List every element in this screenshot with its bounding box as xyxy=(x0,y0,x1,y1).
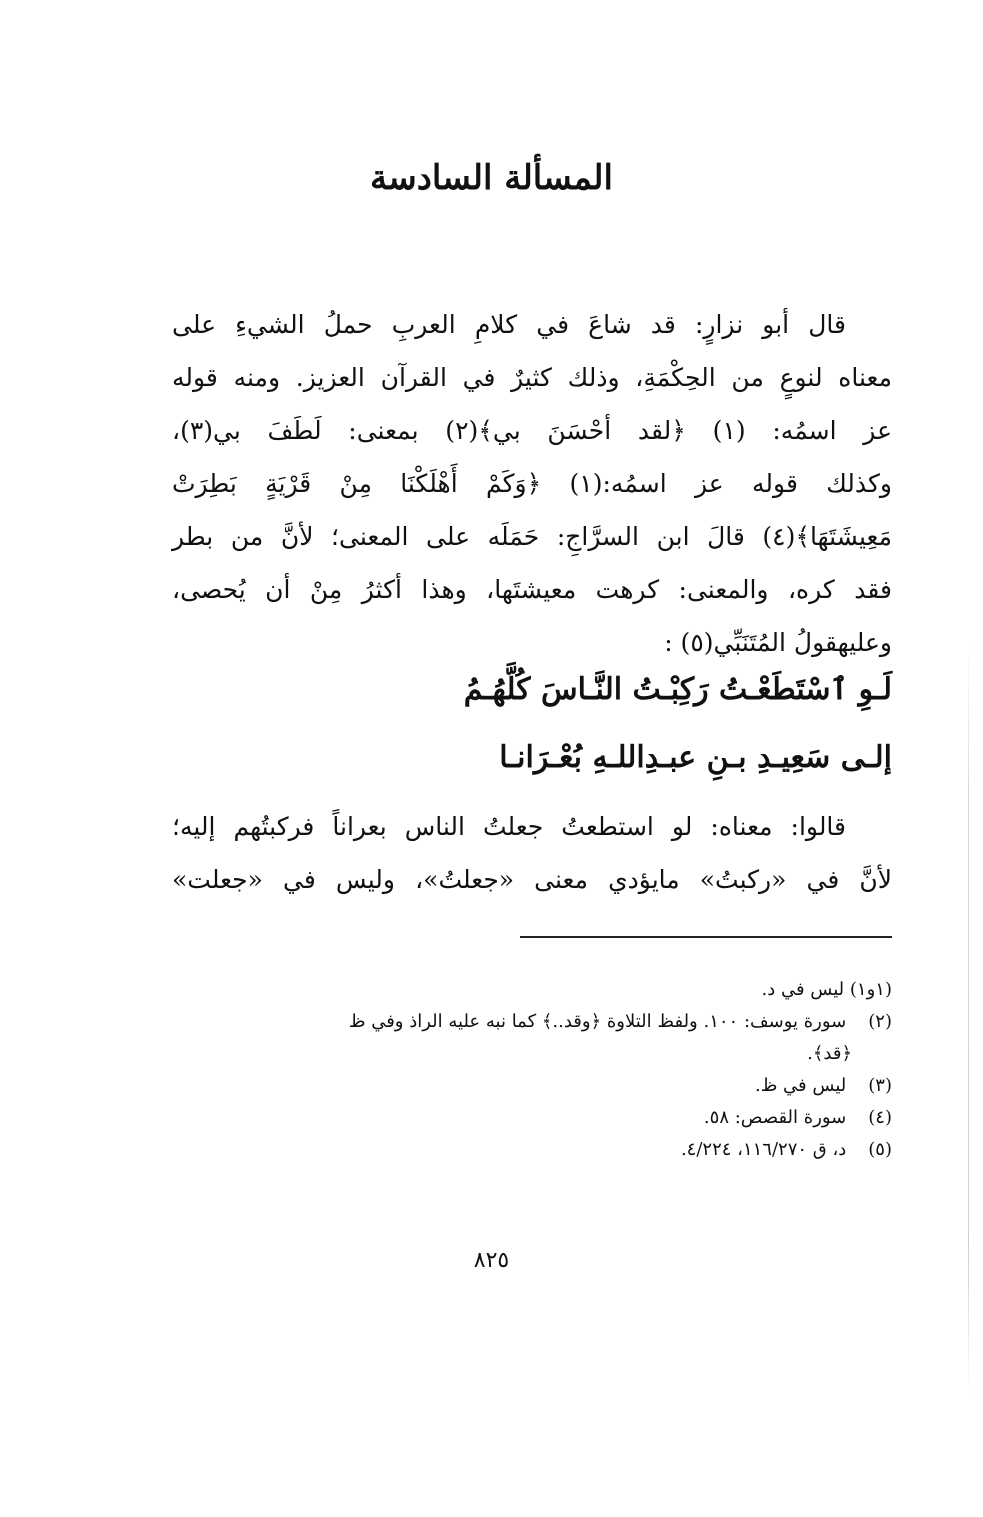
paragraph-line: فقد كره، والمعنى: كرهت معيشتَها، وهذا أكثرُ مِنْ أن يُحصى، xyxy=(172,575,892,604)
footnote-item xyxy=(150,1134,892,1166)
footnote-number: (٤) xyxy=(868,1107,892,1128)
main-paragraph xyxy=(172,298,892,669)
paragraph-line: عز اسمُه: (١) ﴿لقد أحْسَنَ بي﴾(٢) بمعنى: لَطَفَ بي(٣)، xyxy=(172,416,892,445)
footnote-number: (٢) xyxy=(868,1011,892,1032)
section-heading: المسألة السادسة xyxy=(370,158,613,198)
commentary-line: قالوا: معناه: لو استطعتُ جعلتُ الناس بعراناً فركبتُهم إليه؛ xyxy=(172,812,846,841)
footnote-text: د، ق ١١٦/٢٧٠، ٤/٢٢٤. xyxy=(680,1139,847,1160)
poem-verse-second-hemistich: إلـى سَعِيـدِ بـنِ عبـدِاللـهِ بُعْـرَانـا xyxy=(499,740,892,775)
commentary-paragraph xyxy=(172,800,892,906)
footnote-item xyxy=(150,1102,892,1134)
paragraph-line: مَعِيشَتَهَا﴾(٤) قالَ ابن السرَّاجِ: حَمَلَه على المعنى؛ لأنَّ من بطر xyxy=(172,522,892,551)
commentary-line: لأنَّ في «ركبتُ» مايؤدي معنى «جعلتُ»، وليس في «جعلت» xyxy=(172,865,892,894)
footnote-separator xyxy=(520,936,892,938)
footnote-number: (٣) xyxy=(868,1075,892,1096)
footnote-text: ليس في د. xyxy=(761,979,845,1000)
footnote-item xyxy=(150,1070,892,1102)
footnote-text: سورة القصص: ٥٨. xyxy=(703,1107,847,1128)
paragraph-line: معناه لنوعٍ من الحِكْمَةِ، وذلك كثيرٌ في القرآن العزيز. ومنه قوله xyxy=(172,363,892,392)
footnote-item xyxy=(150,1006,892,1038)
page-number: ٨٢٥ xyxy=(473,1248,510,1273)
footnote-number: (٥) xyxy=(868,1139,892,1160)
paragraph-line: وعليهقولُ المُتَنَبِّي(٥) : xyxy=(664,628,892,657)
footnote-item xyxy=(150,974,892,1006)
poem-verse-first-hemistich: لَـوِ ٱسْتَطَعْـتُ رَكِبْـتُ النَّـاسَ كُلَّهُـمُ xyxy=(463,672,892,707)
scan-edge-line xyxy=(968,640,969,1400)
footnote-continuation xyxy=(150,1038,892,1070)
footnote-text: سورة يوسف: ١٠٠. ولفظ التلاوة ﴿وقد..﴾ كما نبه عليه الراذ وفي ظ xyxy=(348,1011,847,1032)
footnotes xyxy=(150,974,892,1166)
footnote-number: (١و١) xyxy=(849,979,892,1000)
paragraph-line: قال أبو نزارٍ: قد شاعَ في كلامِ العربِ حملُ الشيءِ على xyxy=(172,310,846,339)
footnote-text: ليس في ظ. xyxy=(754,1075,847,1096)
footnote-text: ﴿قد﴾. xyxy=(807,1043,852,1064)
paragraph-line: وكذلك قوله عز اسمُه:(١) ﴿وَكَمْ أَهْلَكْنَا مِنْ قَرْيَةٍ بَطِرَتْ xyxy=(172,469,892,498)
